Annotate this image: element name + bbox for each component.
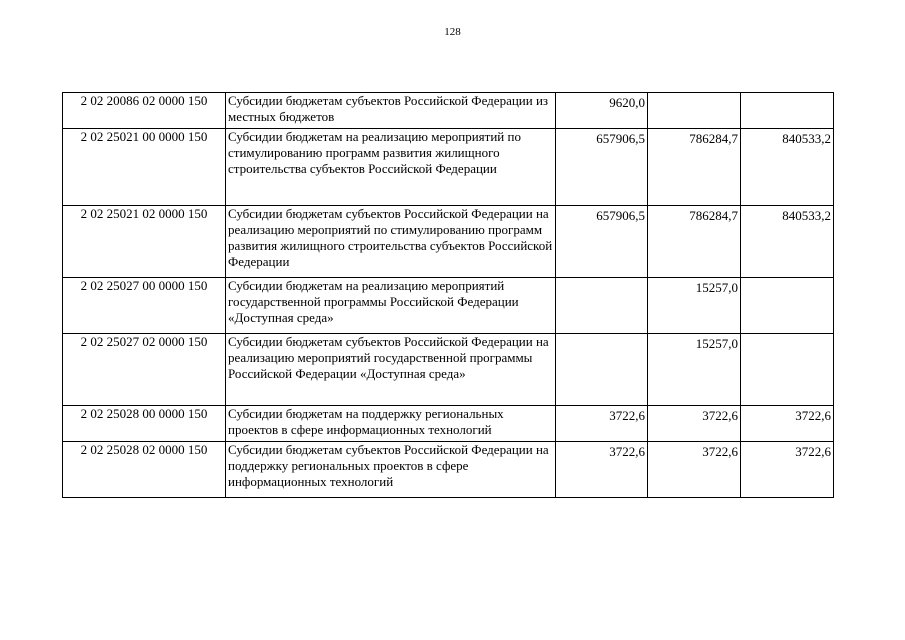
table-row [63,93,834,129]
amount-value: 840533,2 [782,131,831,146]
amount-cell-3 [741,406,834,442]
amount-value: 3722,6 [609,408,645,423]
amount-value: 15257,0 [695,336,738,351]
amount-cell-1 [556,129,648,206]
amount-value: 3722,6 [795,408,831,423]
amount-cell-1 [556,334,648,406]
budget-table [62,92,834,498]
amount-cell-2 [648,93,741,129]
amount-value: 3722,6 [702,408,738,423]
amount-value: 786284,7 [689,208,738,223]
description-cell: Субсидии бюджетам субъектов Российской Федерации на реализацию мероприятий по стимулированию программ развития жилищного строительства субъектов Российской Федерации [226,206,556,278]
amount-cell-3 [741,442,834,498]
table-row [63,442,834,498]
table-row [63,278,834,334]
table-row [63,334,834,406]
amount-cell-3 [741,278,834,334]
table-row [63,206,834,278]
budget-code-cell: 2 02 25028 00 0000 150 [63,406,226,442]
amount-cell-3 [741,129,834,206]
amount-cell-3 [741,206,834,278]
amount-value: 15257,0 [695,280,738,295]
budget-code-cell: 2 02 25028 02 0000 150 [63,442,226,498]
amount-cell-1 [556,442,648,498]
amount-cell-2 [648,406,741,442]
amount-cell-2 [648,129,741,206]
table-row [63,129,834,206]
amount-cell-1 [556,206,648,278]
amount-cell-2 [648,278,741,334]
description-cell: Субсидии бюджетам субъектов Российской Федерации на поддержку региональных проектов в сфере информационных технологий [226,442,556,498]
description-cell: Субсидии бюджетам субъектов Российской Федерации на реализацию мероприятий государственной программы Российской Федерации «Доступная среда» [226,334,556,406]
amount-value: 3722,6 [609,444,645,459]
amount-cell-1 [556,406,648,442]
amount-cell-2 [648,334,741,406]
page-number: 128 [444,26,461,38]
amount-cell-1 [556,278,648,334]
amount-value: 840533,2 [782,208,831,223]
amount-cell-1 [556,93,648,129]
description-cell: Субсидии бюджетам на поддержку региональных проектов в сфере информационных технологий [226,406,556,442]
budget-code-cell: 2 02 25021 00 0000 150 [63,129,226,206]
amount-value: 3722,6 [702,444,738,459]
table-row [63,406,834,442]
amount-cell-3 [741,334,834,406]
budget-code-cell: 2 02 20086 02 0000 150 [63,93,226,129]
description-cell: Субсидии бюджетам на реализацию мероприятий по стимулированию программ развития жилищного строительства субъектов Российской Федерации [226,129,556,206]
budget-code-cell: 2 02 25021 02 0000 150 [63,206,226,278]
amount-value: 657906,5 [596,208,645,223]
budget-code-cell: 2 02 25027 00 0000 150 [63,278,226,334]
amount-cell-2 [648,442,741,498]
amount-value: 786284,7 [689,131,738,146]
amount-cell-2 [648,206,741,278]
budget-code-cell: 2 02 25027 02 0000 150 [63,334,226,406]
amount-cell-3 [741,93,834,129]
amount-value: 9620,0 [609,95,645,110]
amount-value: 3722,6 [795,444,831,459]
amount-value: 657906,5 [596,131,645,146]
description-cell: Субсидии бюджетам субъектов Российской Федерации из местных бюджетов [226,93,556,129]
description-cell: Субсидии бюджетам на реализацию мероприятий государственной программы Российской Федерации «Доступная среда» [226,278,556,334]
